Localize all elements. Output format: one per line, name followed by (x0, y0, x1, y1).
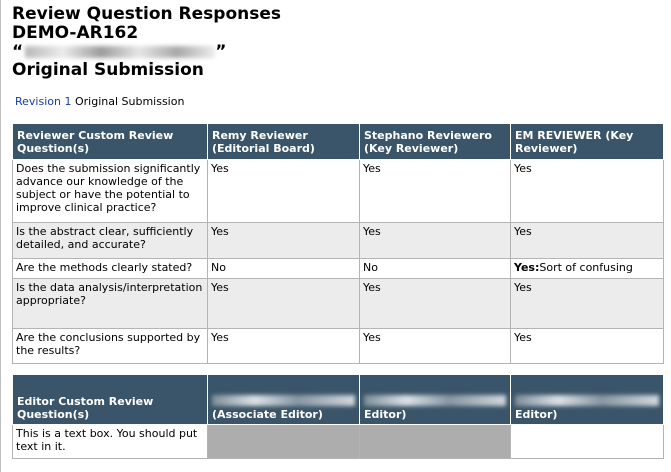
revision-line (15, 95, 184, 108)
page-title: Review Question Responses (12, 4, 281, 24)
question-cell: Does the submission significantly advance our knowledge of the subject or have the potential to improve clinical practice? (13, 160, 208, 223)
question-cell: Are the methods clearly stated? (13, 259, 208, 279)
answer-cell-empty (360, 425, 511, 459)
answer-cell: Yes (208, 223, 360, 259)
open-quote: “ (12, 42, 24, 62)
answer-cell: Yes (360, 160, 511, 223)
redacted-name (212, 395, 355, 406)
table-header-row (13, 375, 664, 425)
manuscript-title (12, 42, 226, 62)
question-cell: Are the conclusions supported by the results? (13, 329, 208, 364)
manuscript-id: DEMO-AR162 (12, 23, 139, 43)
table-header-row (13, 124, 664, 160)
header-editor-2 (360, 375, 511, 425)
redacted-title (25, 46, 215, 58)
editor-role: Editor) (515, 408, 558, 421)
revision-link[interactable]: Revision 1 (15, 95, 72, 108)
header-editor-3 (511, 375, 664, 425)
header-question: Editor Custom Review Question(s) (13, 375, 208, 425)
redacted-name (364, 395, 506, 406)
answer-cell: Yes (360, 329, 511, 364)
table-row (13, 223, 664, 259)
header-reviewer-1: Remy Reviewer (Editorial Board) (208, 124, 360, 160)
question-cell: Is the abstract clear, sufficiently detailed, and accurate? (13, 223, 208, 259)
reviewer-responses-table (12, 123, 664, 364)
header-reviewer-2: Stephano Reviewero (Key Reviewer) (360, 124, 511, 160)
answer-cell (511, 259, 664, 279)
header-editor-1 (208, 375, 360, 425)
question-cell: Is the data analysis/interpretation appropriate? (13, 279, 208, 329)
answer-cell-empty (208, 425, 360, 459)
table-row (13, 329, 664, 364)
table-row (13, 425, 664, 459)
answer-cell: No (208, 259, 360, 279)
section-title: Original Submission (12, 60, 204, 80)
answer-comment: Sort of confusing (539, 261, 633, 274)
editor-responses-table (12, 374, 664, 459)
answer-cell-empty (511, 425, 664, 459)
answer-cell: Yes (511, 279, 664, 329)
table-row (13, 259, 664, 279)
answer-yes: Yes: (514, 261, 540, 274)
revision-text: Original Submission (74, 95, 185, 108)
answer-cell: Yes (511, 329, 664, 364)
answer-cell: Yes (208, 329, 360, 364)
close-quote: ” (215, 42, 227, 62)
header-question: Reviewer Custom Review Question(s) (13, 124, 208, 160)
question-cell: This is a text box. You should put text in it. (13, 425, 208, 459)
answer-cell: Yes (511, 223, 664, 259)
table-row (13, 160, 664, 223)
answer-cell: Yes (360, 223, 511, 259)
header-reviewer-3: EM REVIEWER (Key Reviewer) (511, 124, 664, 160)
answer-cell: No (360, 259, 511, 279)
editor-role: Editor) (364, 408, 407, 421)
answer-cell: Yes (208, 279, 360, 329)
answer-cell: Yes (511, 160, 664, 223)
answer-cell: Yes (360, 279, 511, 329)
redacted-name (515, 395, 659, 406)
table-row (13, 279, 664, 329)
editor-role: (Associate Editor) (212, 408, 323, 421)
answer-cell: Yes (208, 160, 360, 223)
